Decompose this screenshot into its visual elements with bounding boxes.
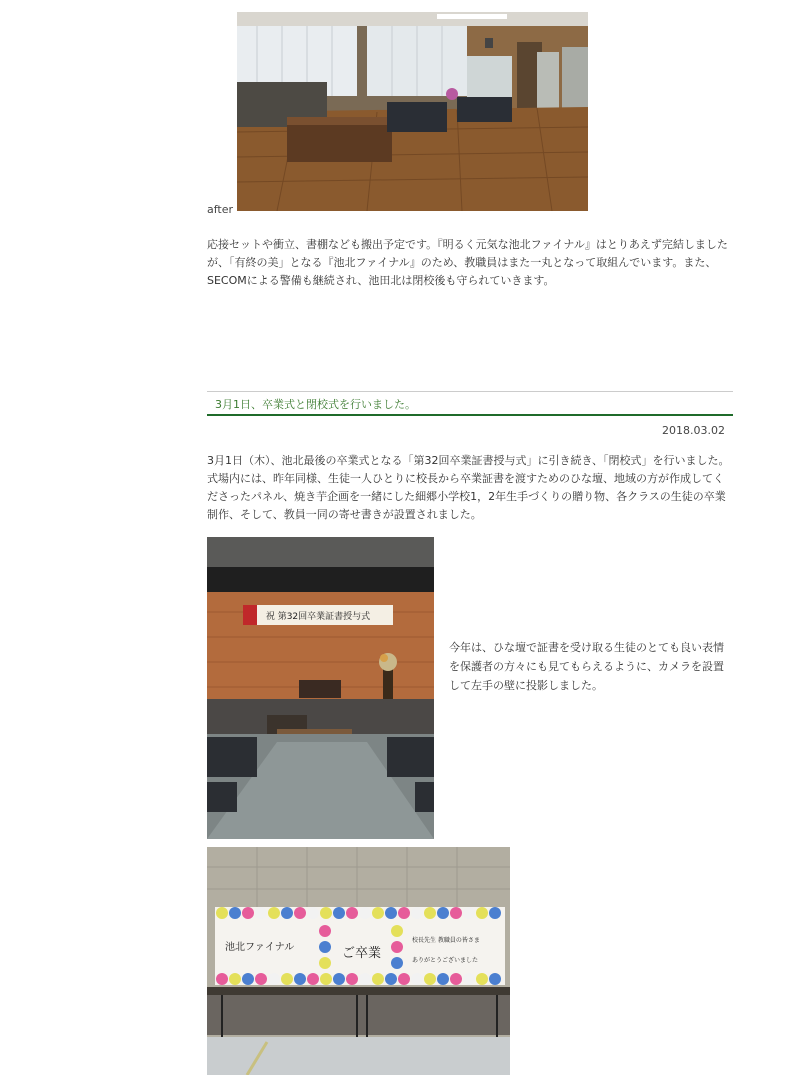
camera-projection-caption: 今年は、ひな壇で証書を受け取る生徒のとても良い表情を保護者の方々にも見てもらえるように、カメラを設置して左手の壁に投影しました。	[449, 641, 724, 692]
panel-center-text: ご卒業	[342, 946, 382, 961]
after-office-photo	[237, 12, 588, 211]
post-body: 3月1日（木）、池北最後の卒業式となる「第32回卒業証書授与式」に引き続き、「閉校式」を行いました。式場内には、昨年同様、生徒一人ひとりに校長から卒業証書を渡すためのひな壇、地域の方が作成してくださったパネル、焼き芋企画を一緒にした細郷小学校1，2年生手づくりの贈り物、各クラスの生徒の卒業制作、そして、教員一同の寄せ書きが設置されました。	[207, 454, 730, 521]
stage-banner-text: 祝 第32回卒業証書授与式	[265, 612, 371, 622]
post-header	[207, 391, 733, 416]
graduation-stage-photo	[207, 537, 434, 839]
graduation-panel-photo	[207, 847, 510, 1075]
panel-right-text-2: ありがとうございました	[412, 957, 479, 964]
after-label: after	[207, 203, 234, 216]
closing-paragraph: 応接セットや衝立、書棚なども搬出予定です。『明るく元気な池北ファイナル』はとりあえず完結しましたが、「有終の美」となる『池北ファイナル』のため、教職員はまた一丸となって取組んでいます。また、SECOMによる警備も継続され、池田北は閉校後も守られていきます。	[207, 238, 728, 287]
post-title-link[interactable]: 3月1日、卒業式と閉校式を行いました。	[215, 398, 416, 411]
panel-left-text: 池北ファイナル	[225, 942, 295, 953]
post-date: 2018.03.02	[662, 424, 725, 437]
panel-right-text-1: 校長先生 教職員の皆さま	[412, 937, 480, 944]
